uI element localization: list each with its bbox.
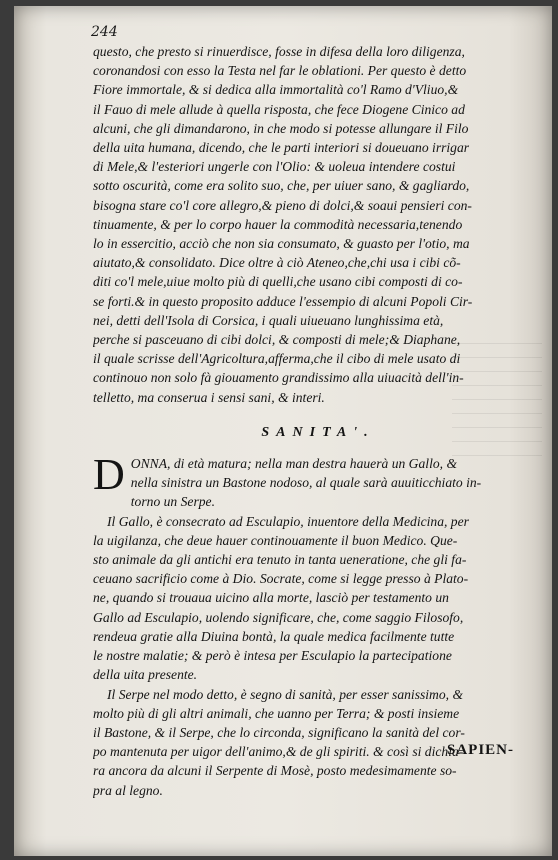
- text-line: continouo non solo fà giouamento grandissimo alla uiuacità dell'in-: [93, 370, 464, 386]
- text-line: della uita humana, dicendo, che le parti interiori si doueuano irrigar: [93, 140, 470, 156]
- text-line: aiutato,& consolidato. Dice oltre à ciò Ateneo,che,chi usa i cibi cõ-: [93, 255, 461, 271]
- text-line: il quale scrisse dell'Agricoltura,afferma,che il cibo di mele usato di: [93, 351, 461, 367]
- text-line: torno un Serpe.: [130, 494, 215, 510]
- catchword: SAPIEN-: [446, 742, 514, 758]
- text-line: rendeua gratie alla Diuina bontà, la quale medica facilmente tutte: [93, 628, 455, 644]
- text-line: alcuni, che gli dimandarono, in che modo si potesse allungare il Filo: [93, 120, 469, 136]
- text-line: bisogna stare co'l core allegro,& pieno di dolci,& soaui pensieri con-: [93, 197, 472, 213]
- text-line: ONNA, di età matura; nella man destra hauerà un Gallo, &: [130, 456, 458, 472]
- text-line: ne, quando si trouaua uicino alla morte, lasciò per testamento un: [93, 590, 449, 606]
- text-line: il Fauo di mele allude à quella risposta, che fece Diogene Cinico ad: [93, 101, 465, 117]
- text-line: sotto oscurità, come era solito suo, che, per uiuer sano, & gagliardo,: [93, 178, 470, 194]
- page-number: 244: [91, 24, 118, 40]
- text-line: ra ancora da alcuni il Serpente di Mosè, posto medesimamente so-: [93, 763, 457, 779]
- text-line: perche si pasceuano di cibi dolci, & composti di mele;& Diaphane,: [93, 332, 461, 348]
- text-line: diti co'l mele,uiue molto più di quelli,che usano cibi composti di co-: [93, 274, 463, 290]
- text-line: lo in essercitio, acciò che non sia consumato, & guasto per l'otio, ma: [93, 236, 470, 252]
- text-line: telletto, ma conserua i sensi sani, & interi.: [93, 389, 325, 405]
- text-line: della uita presente.: [93, 667, 198, 683]
- text-line: pra al legno.: [93, 782, 163, 798]
- text-line: molto più di gli altri animali, che uanno per Terra; & posti insieme: [93, 705, 460, 721]
- text-line: coronandosi con esso la Testa nel far le oblationi. Per questo è detto: [93, 63, 467, 79]
- opening-paragraph: [93, 42, 543, 407]
- text-line: nella sinistra un Bastone nodoso, al quale sarà auuiticchiato in-: [130, 475, 482, 491]
- text-line: Il Serpe nel modo detto, è segno di sanità, per esser sanissimo, &: [107, 686, 464, 702]
- text-line: Gallo ad Esculapio, uolendo significare, che, come saggio Filosofo,: [93, 609, 464, 625]
- text-line: il Bastone, & il Serpe, che lo circonda, significano la sanità del cor-: [93, 724, 465, 740]
- text-line: Il Gallo, è consecrato ad Esculapio, inuentore della Medicina, per: [107, 513, 469, 529]
- body-text: [93, 42, 543, 800]
- text-line: le nostre malatie; & però è intesa per Esculapio la partecipatione: [93, 648, 452, 664]
- text-line: la uigilanza, che deue hauer continouamente il buon Medico. Que-: [93, 532, 458, 548]
- book-page: [14, 6, 552, 856]
- text-line: questo, che presto si rinuerdisce, fosse in difesa della loro diligenza,: [93, 44, 465, 59]
- text-line: nei, detti dell'Isola di Corsica, i quali uiueuano lunghissima età,: [93, 312, 444, 328]
- description-paragraph: [93, 450, 543, 512]
- text-line: se forti.& in questo proposito adduce l'essempio di alcuni Popoli Cir-: [93, 293, 473, 309]
- drop-cap: D: [93, 450, 125, 500]
- section-heading: SANITA'.: [261, 424, 375, 440]
- text-line: tinuamente, & per lo corpo hauer la commodità necessaria,tenendo: [93, 216, 463, 232]
- text-line: sto animale da gli antichi era tenuto in tanta ueneratione, che gli fa-: [93, 552, 467, 568]
- text-line: di Mele,& l'esteriori ungerle con l'Olio: & uoleua intendere costui: [93, 159, 456, 175]
- text-line: po mantenuta per uigor dell'animo,& de gli spiriti. & così si dichia-: [93, 744, 464, 760]
- text-line: Fiore immortale, & si dedica alla immortalità co'l Ramo d'Vliuo,&: [93, 82, 459, 98]
- gallo-paragraph: [93, 512, 543, 685]
- text-line: ceuano sacrificio come à Dio. Socrate, come si legge presso à Plato-: [93, 571, 469, 587]
